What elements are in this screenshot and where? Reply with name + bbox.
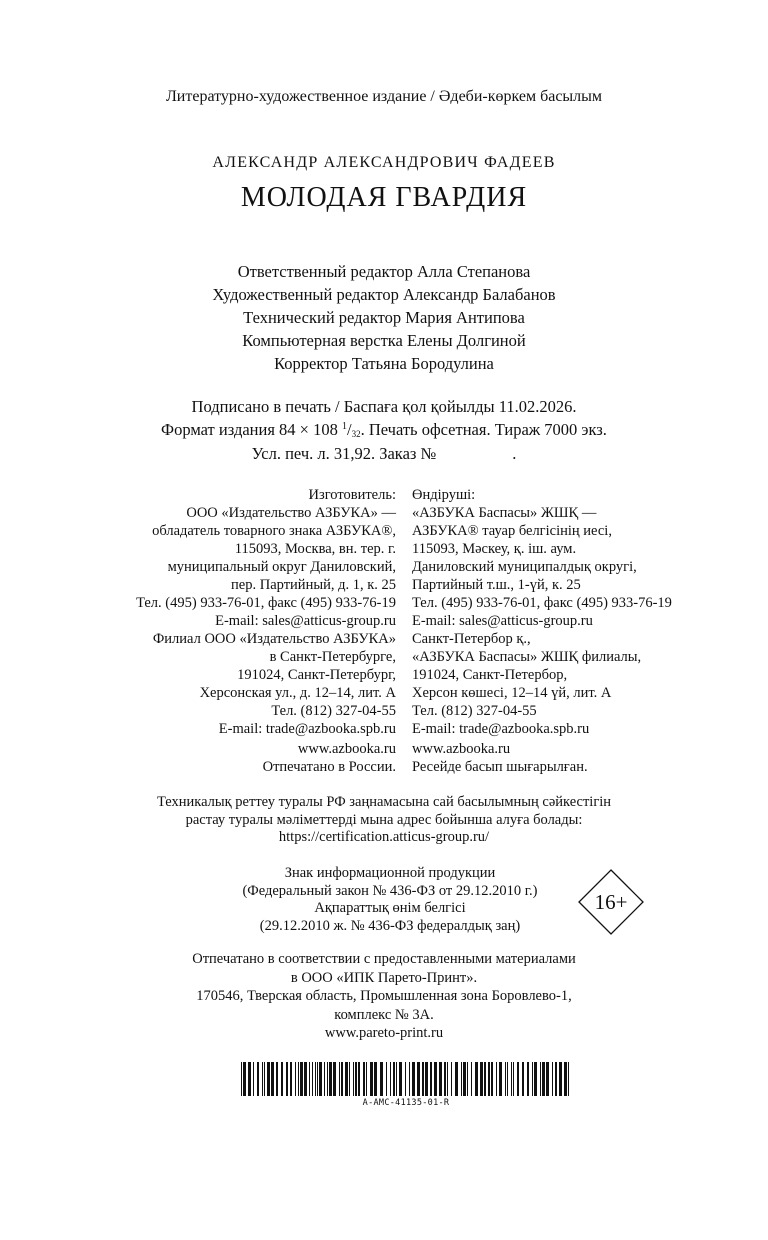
age-rating: 16+ — [594, 890, 628, 914]
barcode-bar — [298, 1062, 299, 1096]
barcode-bar — [499, 1062, 502, 1096]
barcode-bar — [430, 1062, 432, 1096]
barcode-bar — [304, 1062, 307, 1096]
barcode-bar — [534, 1062, 537, 1096]
barcode-bar — [463, 1062, 466, 1096]
barcode-bar — [517, 1062, 519, 1096]
barcode-bar — [447, 1062, 448, 1096]
signed-date: Подписано в печать / Баспаға қол қойылды 11.02.2026. — [191, 397, 577, 416]
barcode-bar — [513, 1062, 514, 1096]
barcode-bar — [390, 1062, 391, 1096]
barcode-bar — [264, 1062, 265, 1096]
barcode-bar — [552, 1062, 553, 1096]
barcode-bar — [491, 1062, 493, 1096]
barcode-bar — [422, 1062, 424, 1096]
staff-line: Корректор Татьяна Бородулина — [274, 354, 494, 373]
barcode-bar — [327, 1062, 328, 1096]
barcode-bar — [324, 1062, 325, 1096]
barcode-bar — [290, 1062, 292, 1096]
barcode-bar — [511, 1062, 512, 1096]
barcode-bar — [339, 1062, 340, 1096]
barcode-bar — [248, 1062, 251, 1096]
web-ru: www.azbooka.ru Отпечатано в России. — [262, 741, 396, 775]
barcode-bar — [341, 1062, 343, 1096]
barcode-bar — [471, 1062, 472, 1096]
barcode-bar — [564, 1062, 567, 1096]
barcode-bar — [467, 1062, 468, 1096]
barcode-bar — [527, 1062, 529, 1096]
barcode-bar — [374, 1062, 377, 1096]
barcode-bar — [412, 1062, 415, 1096]
barcode-bar — [399, 1062, 402, 1096]
barcode-bar — [276, 1062, 278, 1096]
barcode-bar — [484, 1062, 486, 1096]
barcode-bar — [312, 1062, 313, 1096]
barcode-bar — [295, 1062, 296, 1096]
barcode-bar — [300, 1062, 303, 1096]
barcode-bar — [540, 1062, 541, 1096]
staff-line: Ответственный редактор Алла Степанова — [237, 262, 531, 281]
staff-line: Художественный редактор Александр Балабанов — [212, 285, 556, 304]
barcode-bar — [349, 1062, 350, 1096]
barcode-bar — [451, 1062, 452, 1096]
barcode-bar — [488, 1062, 490, 1096]
barcode-bar — [315, 1062, 316, 1096]
barcode-code: A-AMC-41135-01-R — [362, 1098, 450, 1108]
barcode-bar — [370, 1062, 373, 1096]
barcode-bar — [546, 1062, 549, 1096]
barcode-bar — [393, 1062, 395, 1096]
barcode-bar — [480, 1062, 483, 1096]
book-title: МОЛОДАЯ ГВАРДИЯ — [240, 182, 528, 213]
barcode-bar — [363, 1062, 365, 1096]
barcode-bar — [317, 1062, 318, 1096]
web-kz: www.azbooka.ru Ресейде басып шығарылған. — [412, 741, 588, 775]
barcode-bar — [271, 1062, 274, 1096]
pages-line: Усл. печ. л. 31,92. Заказ № . — [251, 444, 517, 463]
branch-ru: Филиал ООО «Издательство АЗБУКА» в Санкт-Петербурге, 191024, Санкт-Петербург, Херсонская ул., д. 12–14, лит. А Тел. (812) 327-04-55 E-mail: trade@azbooka.spb.ru — [152, 631, 396, 737]
barcode-bar — [559, 1062, 562, 1096]
printer-info: Отпечатано в соответствии с предоставленными материалами в ООО «ИПК Парето-Принт». 170546, Тверская область, Промышленная зона Боровлево-1, комплекс № 3А. www.pareto-print.ru — [192, 951, 576, 1041]
information-product-sign: Знак информационной продукции (Федеральный закон № 436-ФЗ от 29.12.2010 г.) Ақпараттық өнім белгісі (29.12.2010 ж. № 436-ФЗ федералдық заң) — [242, 865, 538, 934]
barcode-bar — [444, 1062, 446, 1096]
barcode-bar — [425, 1062, 428, 1096]
age-rating-badge — [578, 869, 644, 935]
barcode-bar — [505, 1062, 506, 1096]
barcode-bar — [243, 1062, 246, 1096]
staff-line: Компьютерная верстка Елены Долгиной — [242, 331, 526, 350]
barcode-bar — [281, 1062, 283, 1096]
manufacturer-ru: Изготовитель: ООО «Издательство АЗБУКА» — обладатель товарного знака АЗБУКА®, 115093, Москва, вн. тер. г. муниципальный округ Даниловский, пер. Партийный, д. 1, к. 25 Тел. (495) 933-76-01, факс (495) 933-76-19 E-mail: sales@atticus-group.ru — [136, 487, 396, 629]
barcode-bar — [329, 1062, 332, 1096]
print-info — [0, 397, 768, 464]
staff-line: Технический редактор Мария Антипова — [243, 308, 525, 327]
barcode-bar — [333, 1062, 336, 1096]
branch-kz: Санкт-Петербор қ., «АЗБУКА Баспасы» ЖШҚ филиалы, 191024, Санкт-Петербор, Херсон көшесі, 12–14 үй, лит. А Тел. (812) 327-04-55 E-mail: trade@azbooka.spb.ru — [412, 631, 642, 737]
barcode-bar — [241, 1062, 242, 1096]
barcode-bar — [262, 1062, 263, 1096]
barcode-bar — [267, 1062, 270, 1096]
barcode-bar — [380, 1062, 383, 1096]
barcode-bar — [475, 1062, 478, 1096]
barcode-bar — [496, 1062, 497, 1096]
barcode-bar — [461, 1062, 462, 1096]
barcode-bar — [319, 1062, 322, 1096]
editorial-staff — [0, 260, 768, 375]
barcode-bar — [358, 1062, 360, 1096]
author-name: АЛЕКСАНДР АЛЕКСАНДРОВИЧ ФАДЕЕВ — [212, 154, 556, 171]
barcode-bar — [286, 1062, 288, 1096]
barcode-bar — [568, 1062, 569, 1096]
barcode-bar — [522, 1062, 524, 1096]
barcode-bar — [396, 1062, 397, 1096]
barcode-bar — [405, 1062, 406, 1096]
edition-type: Литературно-художественное издание / Әдеби-көркем басылым — [165, 88, 603, 105]
barcode-bar — [353, 1062, 354, 1096]
barcode-bar — [507, 1062, 508, 1096]
barcode-bar — [257, 1062, 259, 1096]
barcode-bar — [555, 1062, 557, 1096]
format-line: Формат издания 84 × 108 $^1/_{32}$. Печать офсетная. Тираж 7000 экз. — [161, 420, 607, 439]
barcode-bar — [345, 1062, 348, 1096]
barcode-bar — [455, 1062, 458, 1096]
barcode-bar — [417, 1062, 420, 1096]
barcode-bar — [309, 1062, 310, 1096]
barcode-bar — [532, 1062, 533, 1096]
barcode-bar — [355, 1062, 357, 1096]
barcode-bar — [253, 1062, 254, 1096]
barcode-bar — [366, 1062, 367, 1096]
barcode-bar — [439, 1062, 442, 1096]
barcode-bar — [386, 1062, 387, 1096]
barcode-bar — [434, 1062, 437, 1096]
barcode — [241, 1062, 571, 1096]
barcode-bar — [542, 1062, 545, 1096]
manufacturer-kz: Өндіруші: «АЗБУКА Баспасы» ЖШҚ — АЗБУКА® тауар белгісінің иесі, 115093, Мәскеу, қ. іш. аум. Даниловский муниципалдық округі, Партийный т.ш., 1-үй, к. 25 Тел. (495) 933-76-01, факс (495) 933-76-19 E-mail: sales@atticus-group.ru — [412, 487, 672, 629]
barcode-bar — [409, 1062, 410, 1096]
technical-regulation-note: Техникалық реттеу туралы РФ заңнамасына сай басылымның сәйкестігін растау туралы мәліметтерді мына адрес бойынша алуға болады: https://certification.atticus-group.ru/ — [156, 794, 612, 845]
